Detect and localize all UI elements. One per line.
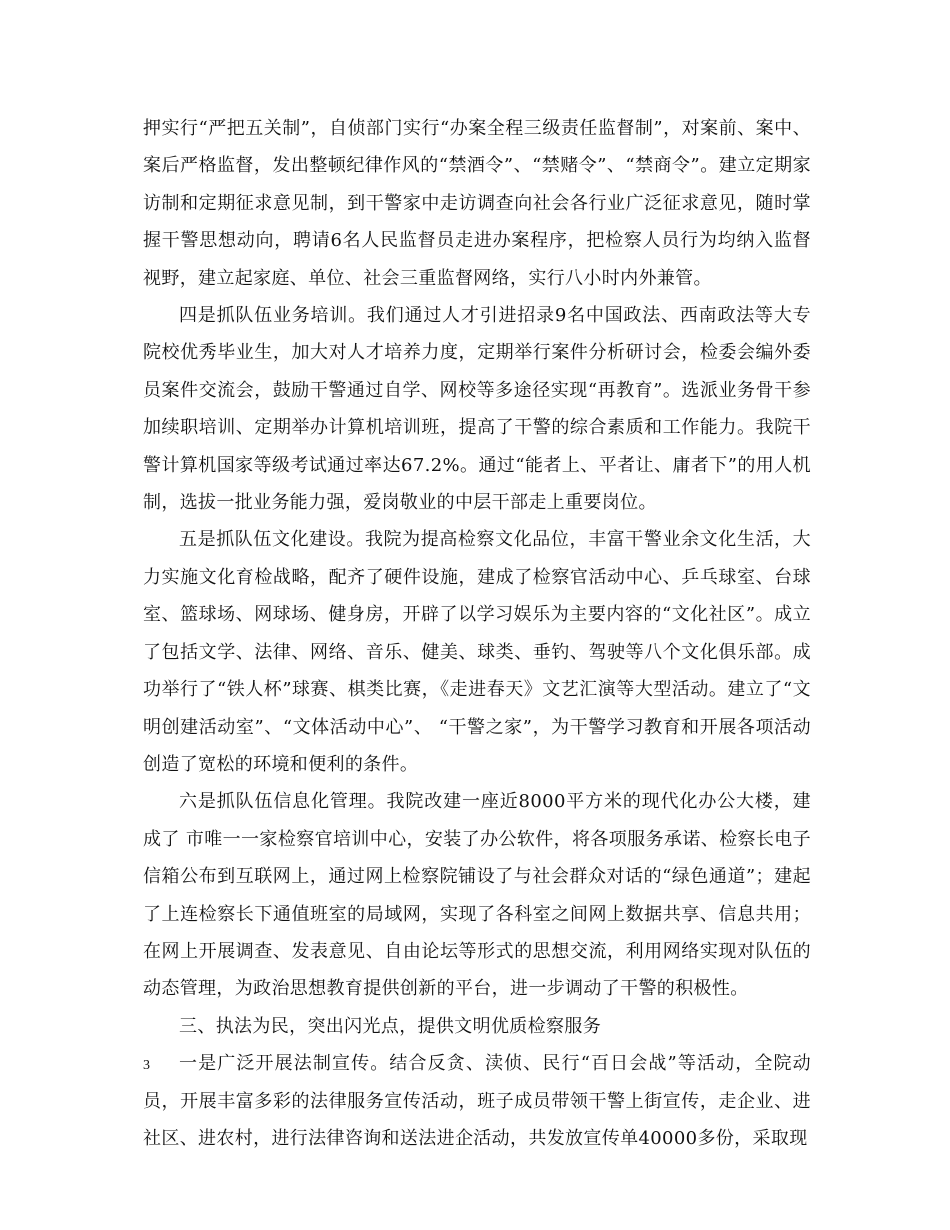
- paragraph-business-training: 四是抓队伍业务培训。我们通过人才引进招录9名中国政法、西南政法等大专院校优秀毕业生，加大对人才培养力度，定期举行案件分析研讨会，检委会编外委员案件交流会，鼓励干警通过自学、网校等多途径实现“再教育”。选派业务骨干参加续职培训、定期举办计算机培训班，提高了干警的综合素质和工作能力。我院干警计算机国家等级考试通过率达67.2%。通过“能者上、平者让、庸者下”的用人机制，选拔一批业务能力强，爱岗敬业的中层干部走上重要岗位。: [143, 305, 811, 514]
- section-heading-law-enforcement: 三、执法为民，突出闪光点，提供文明优质检察服务: [179, 1015, 602, 1037]
- paragraph-legal-publicity: 一是广泛开展法制宣传。结合反贪、渎侦、民行“百日会战”等活动，全院动员，开展丰富多彩的法律服务宣传活动，班子成员带领干警上街宣传，走企业、进社区、进农村，进行法律咨询和送法进企活动，共发放宣传单40000多份，采取现: [143, 1053, 811, 1149]
- paragraph-informatization: 六是抓队伍信息化管理。我院改建一座近8000平方米的现代化办公大楼，建成了 市唯一一家检察官培训中心，安装了办公软件，将各项服务承诺、检察长电子信箱公布到互联网上，通过网上检察院铺设了与社会群众对话的“绿色通道”；建起了上连检察长下通值班室的局域网，实现了各科室之间网上数据共享、信息共用；在网上开展调查、发表意见、自由论坛等形式的思想交流，利用网络实现对队伍的动态管理，为政治思想教育提供创新的平台，进一步调动了干警的积极性。: [143, 791, 811, 1000]
- page-number: 3: [143, 1058, 150, 1073]
- paragraph-continued-supervision: 押实行“严把五关制”，自侦部门实行“办案全程三级责任监督制”，对案前、案中、案后严格监督，发出整顿纪律作风的“禁酒令”、“禁赌令”、“禁商令”。建立定期家访制和定期征求意见制，到干警家中走访调查向社会各行业广泛征求意见，随时掌握干警思想动向，聘请6名人民监督员走进办案程序，把检察人员行为均纳入监督视野，建立起家庭、单位、社会三重监督网络，实行八小时内外兼管。: [143, 118, 811, 289]
- paragraph-culture-building: 五是抓队伍文化建设。我院为提高检察文化品位，丰富干警业余文化生活，大力实施文化育检战略，配齐了硬件设施，建成了检察官活动中心、乒乓球室、台球室、篮球场、网球场、健身房，开辟了以学习娱乐为主要内容的“文化社区”。成立了包括文学、法律、网络、音乐、健美、球类、垂钓、驾驶等八个文化俱乐部。成功举行了“铁人杯”球赛、棋类比赛，《走进春天》文艺汇演等大型活动。建立了“文明创建活动室”、“文体活动中心”、 “干警之家”，为干警学习教育和开展各项活动创造了宽松的环境和便利的条件。: [143, 529, 811, 775]
- document-body: [143, 110, 811, 1157]
